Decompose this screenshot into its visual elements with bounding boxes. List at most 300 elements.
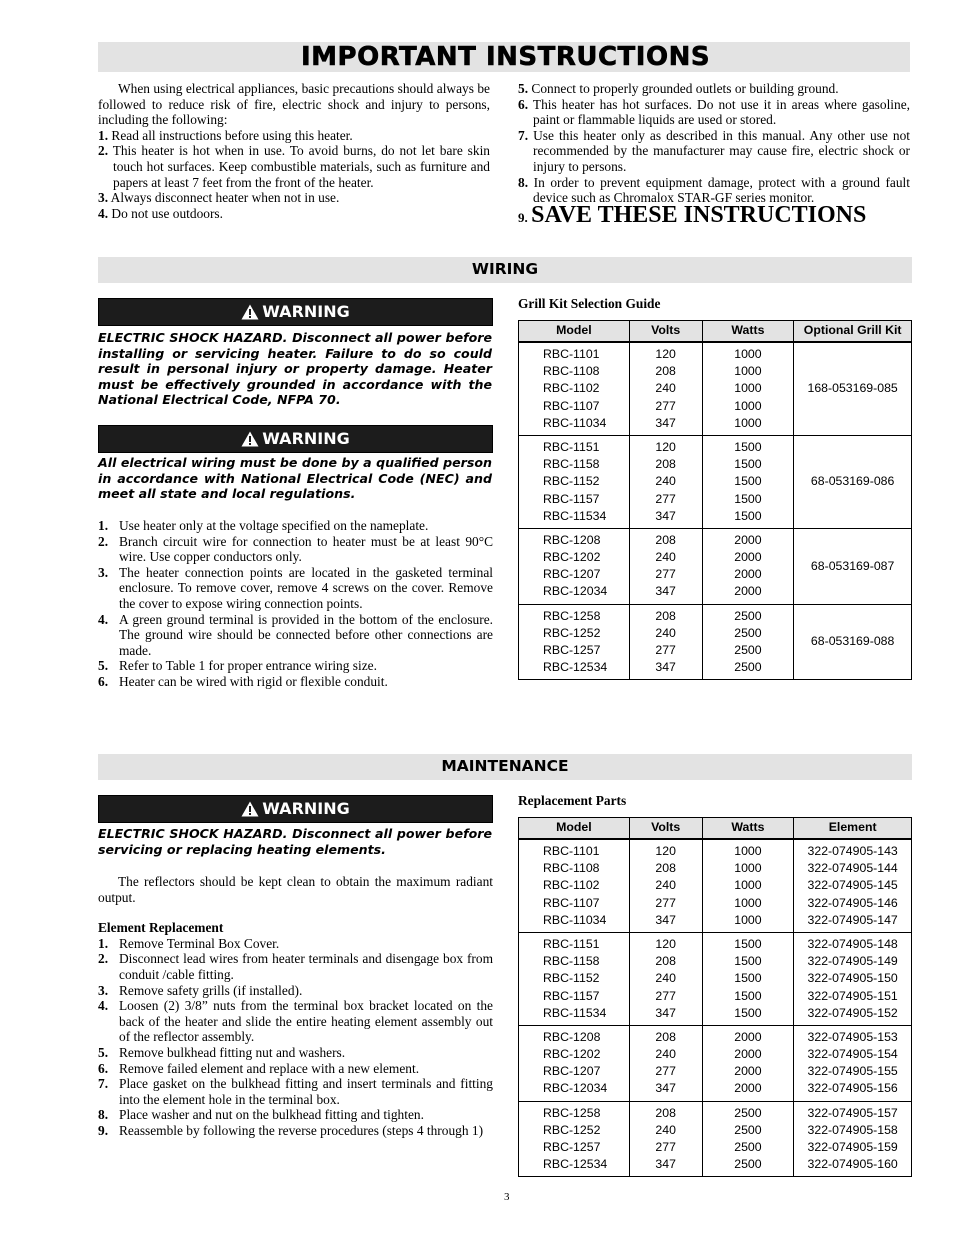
- wiring-step-text: Branch circuit wire for connection to heater must be at least 90°C wire. Use copper conductors only.: [119, 533, 493, 565]
- watts-cell-value: 2500: [734, 1157, 762, 1172]
- volts-cell-value: 347: [655, 1005, 676, 1020]
- volts-cell: [629, 435, 702, 528]
- watts-cell-value: 2500: [734, 608, 762, 623]
- wiring-banner: [98, 257, 912, 283]
- model-cell-value: RBC-1101: [543, 844, 600, 858]
- wiring-step-number: 3.: [98, 564, 109, 580]
- table-row: [519, 1025, 912, 1101]
- watts-cell: [702, 1101, 794, 1177]
- element-cell: [794, 1101, 912, 1177]
- model-cell-lines: [543, 343, 629, 435]
- watts-cell-value: 1500: [734, 508, 762, 523]
- intro-item-text: Connect to properly grounded outlets or building ground.: [531, 81, 839, 96]
- volts-cell-lines: [630, 840, 702, 932]
- wiring-step: [98, 518, 493, 534]
- column-header: Model: [519, 321, 630, 343]
- volts-cell: [629, 1025, 702, 1101]
- volts-cell: [629, 932, 702, 1025]
- wiring-step: [98, 612, 493, 659]
- watts-cell-value: 2500: [734, 660, 762, 675]
- save-number: 9.: [518, 209, 528, 225]
- table-header: [519, 818, 912, 840]
- maintenance-step-number: 1.: [98, 935, 109, 951]
- intro-right-column: [518, 81, 911, 228]
- element-cell-value: 322-074905-156: [807, 1081, 898, 1096]
- maintenance-step: [98, 998, 493, 1045]
- intro-item-number: 7.: [518, 127, 529, 143]
- wiring-warning-text-1: ELECTRIC SHOCK HAZARD. Disconnect all power before installing or servicing heater. Failure to do so could result in personal injury or property damage. Heater must be effectively grounded in accordance with the National Electrical Code, NFPA 70.: [98, 330, 492, 407]
- volts-cell-lines: [630, 343, 702, 435]
- volts-cell-value: 277: [655, 643, 676, 657]
- parts-table-caption: Replacement Parts: [518, 793, 627, 808]
- watts-cell-value: 1000: [734, 844, 762, 858]
- intro-item: [98, 143, 490, 190]
- watts-cell-value: 2000: [734, 584, 762, 599]
- maintenance-step-number: 5.: [98, 1044, 109, 1060]
- element-cell-value: 322-074905-153: [807, 1029, 898, 1044]
- maintenance-steps: [98, 936, 493, 1139]
- element-cell-value: 322-074905-146: [807, 895, 898, 910]
- intro-item-number: 6.: [518, 96, 529, 112]
- volts-cell-value: 208: [655, 608, 676, 623]
- model-cell-lines: [543, 1102, 629, 1177]
- maintenance-step: [98, 951, 493, 982]
- grill-kit-cell: 168-053169-085: [794, 342, 912, 435]
- model-cell-value: RBC-1107: [543, 398, 600, 413]
- volts-cell-value: 208: [655, 954, 676, 969]
- intro-item-text: In order to prevent equipment damage, protect with a ground fault device such as Chromalox STAR-GF series monitor.: [533, 174, 910, 206]
- wiring-step: [98, 534, 493, 565]
- header-banner: [98, 42, 910, 72]
- column-header: Watts: [702, 321, 794, 343]
- volts-cell-lines: [630, 605, 702, 680]
- volts-cell-value: 208: [655, 861, 676, 876]
- element-cell-value: 322-074905-151: [807, 988, 898, 1003]
- element-cell-value: 322-074905-145: [807, 878, 898, 893]
- watts-cell-value: 1500: [734, 439, 762, 454]
- volts-cell: [629, 342, 702, 435]
- page-title: IMPORTANT INSTRUCTIONS: [301, 42, 711, 72]
- model-cell-lines: [543, 840, 629, 932]
- volts-cell-value: 120: [655, 936, 676, 951]
- model-cell-value: RBC-1157: [543, 988, 600, 1003]
- table-body: [519, 839, 912, 1177]
- warning-label: WARNING: [262, 799, 350, 819]
- intro-item: [98, 206, 490, 222]
- volts-cell-value: 347: [655, 415, 676, 430]
- volts-cell-value: 120: [655, 439, 676, 454]
- model-cell-lines: [543, 933, 629, 1025]
- wiring-step-number: 4.: [98, 611, 109, 627]
- model-cell-value: RBC-1102: [543, 381, 600, 396]
- volts-cell-value: 347: [655, 508, 676, 523]
- volts-cell-value: 240: [655, 971, 676, 986]
- volts-cell-value: 277: [655, 567, 676, 582]
- element-cell-value: 322-074905-147: [807, 912, 898, 927]
- wiring-steps: [98, 518, 493, 690]
- element-cell-value: 322-074905-150: [807, 971, 898, 986]
- maintenance-step-number: 7.: [98, 1076, 109, 1092]
- maintenance-step-number: 2.: [98, 951, 109, 967]
- watts-cell-value: 2000: [734, 1047, 762, 1062]
- model-cell-value: RBC-1158: [543, 457, 600, 472]
- model-cell: [519, 342, 630, 435]
- intro-item: [98, 190, 490, 206]
- element-cell-value: 322-074905-159: [807, 1140, 898, 1154]
- maintenance-step: [98, 1061, 493, 1077]
- maintenance-step-text: Place washer and nut on the bulkhead fitting and tighten.: [119, 1107, 424, 1123]
- model-cell-value: RBC-1202: [543, 550, 601, 565]
- element-cell-lines: [794, 1102, 911, 1177]
- watts-cell-value: 1500: [734, 954, 762, 969]
- element-cell-value: 322-074905-143: [807, 844, 898, 858]
- maintenance-step-text: Reassemble by following the reverse procedures (steps 4 through 1): [119, 1122, 484, 1138]
- model-cell: [519, 932, 630, 1025]
- maintenance-step-number: 9.: [98, 1122, 109, 1138]
- watts-cell-lines: [703, 1026, 794, 1101]
- model-cell: [519, 839, 630, 932]
- table-row: [519, 1101, 912, 1177]
- wiring-step-text: The heater connection points are located in the gasketed terminal enclosure. To remove cover, remove 4 screws on the cover. Remove the cover to expose wiring connection points.: [119, 564, 493, 611]
- volts-cell-value: 347: [655, 912, 676, 927]
- model-cell-value: RBC-1102: [543, 878, 600, 893]
- intro-item-text: This heater is hot when in use. To avoid burns, do not let bare skin touch hot surfaces. Keep combustible materials, such as furniture and papers at least 7 feet from the front of the heater.: [112, 143, 490, 190]
- intro-item: [98, 128, 490, 144]
- model-cell: [519, 528, 630, 604]
- volts-cell-lines: [630, 1102, 702, 1177]
- model-cell-lines: [543, 1026, 629, 1101]
- maintenance-step-number: 3.: [98, 982, 109, 998]
- maintenance-step: [98, 936, 493, 952]
- model-cell-value: RBC-1152: [543, 474, 600, 489]
- wiring-step-text: A green ground terminal is provided in the bottom of the enclosure. The ground wire should be connected before other connections are made.: [119, 611, 493, 658]
- maintenance-step: [98, 983, 493, 999]
- volts-cell-value: 277: [655, 1064, 676, 1079]
- model-cell: [519, 1101, 630, 1177]
- volts-cell-value: 208: [655, 457, 676, 472]
- intro-item-number: 5.: [518, 81, 529, 96]
- maintenance-step-text: Remove bulkhead fitting nut and washers.: [119, 1044, 346, 1060]
- grill-kit-cell: 68-053169-086: [794, 435, 912, 528]
- model-cell-value: RBC-1202: [543, 1047, 601, 1062]
- volts-cell-value: 347: [655, 1081, 676, 1096]
- warning-triangle-icon: [241, 304, 259, 320]
- model-cell: [519, 604, 630, 680]
- watts-cell-value: 1500: [734, 1005, 762, 1020]
- maintenance-step-number: 8.: [98, 1107, 109, 1123]
- volts-cell-value: 120: [655, 347, 676, 361]
- element-cell-value: 322-074905-160: [807, 1157, 898, 1172]
- wiring-step-number: 5.: [98, 658, 109, 674]
- volts-cell: [629, 839, 702, 932]
- volts-cell-lines: [630, 1026, 702, 1101]
- intro-item: [518, 97, 910, 128]
- volts-cell-value: 208: [655, 1029, 676, 1044]
- volts-cell-value: 277: [655, 491, 676, 506]
- table-header-row: [519, 818, 912, 840]
- watts-cell-value: 2500: [734, 1105, 762, 1120]
- volts-cell-value: 277: [655, 398, 676, 413]
- volts-cell-lines: [630, 529, 702, 604]
- page-number: 3: [504, 1191, 510, 1203]
- watts-cell-value: 1500: [734, 474, 762, 489]
- wiring-warning-text-2: All electrical wiring must be done by a qualified person in accordance with National Electrical Code (NEC) and meet all state and local regulations.: [98, 455, 492, 501]
- volts-cell-value: 277: [655, 1140, 676, 1154]
- watts-cell-value: 2000: [734, 567, 762, 582]
- intro-item-text: This heater has hot surfaces. Do not use it in areas where gasoline, paint or flammable liquids are used or stored.: [532, 96, 911, 128]
- element-cell-value: 322-074905-144: [807, 861, 898, 876]
- volts-cell-lines: [630, 933, 702, 1025]
- intro-item-text: Do not use outdoors.: [111, 205, 223, 221]
- volts-cell-value: 240: [655, 474, 676, 489]
- maintenance-warning-text: ELECTRIC SHOCK HAZARD. Disconnect all power before servicing or replacing heating elements.: [98, 826, 492, 857]
- wiring-warning-box-2: [98, 425, 493, 453]
- model-cell-value: RBC-1207: [543, 567, 601, 582]
- watts-cell-value: 1500: [734, 988, 762, 1003]
- table-row: [519, 342, 912, 435]
- volts-cell: [629, 1101, 702, 1177]
- element-cell-value: 322-074905-157: [807, 1105, 898, 1120]
- maintenance-banner: [98, 754, 912, 780]
- model-cell-value: RBC-1208: [543, 532, 601, 547]
- model-cell-value: RBC-1257: [543, 643, 601, 657]
- model-cell-value: RBC-1108: [543, 861, 600, 876]
- volts-cell-value: 240: [655, 1047, 676, 1062]
- maintenance-step-text: Disconnect lead wires from heater terminals and disengage box from conduit /cable fitting.: [119, 951, 493, 982]
- maintenance-step-number: 6.: [98, 1060, 109, 1076]
- volts-cell-value: 347: [655, 1157, 676, 1172]
- model-cell-value: RBC-11034: [543, 912, 607, 927]
- watts-cell-value: 1000: [734, 895, 762, 910]
- wiring-step-number: 6.: [98, 673, 109, 689]
- maintenance-step-text: Place gasket on the bulkhead fitting and insert terminals and fitting into the element hole in the terminal box.: [119, 1076, 493, 1107]
- grill-kit-cell: 68-053169-087: [794, 528, 912, 604]
- intro-lead: When using electrical appliances, basic precautions should always be followed to reduce risk of fire, electric shock and injury to persons, including the following:: [98, 81, 490, 128]
- watts-cell-value: 1500: [734, 936, 762, 951]
- watts-cell-value: 2000: [734, 1064, 762, 1079]
- maintenance-step-number: 4.: [98, 998, 109, 1014]
- model-cell-value: RBC-12034: [543, 1081, 608, 1096]
- model-cell-value: RBC-1252: [543, 625, 601, 640]
- model-cell-value: RBC-1158: [543, 954, 600, 969]
- watts-cell-value: 1000: [734, 861, 762, 876]
- maintenance-body: [98, 874, 493, 1139]
- wiring-title: WIRING: [471, 260, 539, 278]
- wiring-step-text: Use heater only at the voltage specified on the nameplate.: [119, 518, 429, 533]
- element-cell: [794, 1025, 912, 1101]
- maintenance-step-text: Remove safety grills (if installed).: [119, 982, 303, 998]
- volts-cell-value: 240: [655, 550, 676, 565]
- watts-cell-value: 1000: [734, 912, 762, 927]
- watts-cell-value: 2000: [734, 1081, 762, 1096]
- intro-item-number: 8.: [518, 174, 529, 190]
- save-heading: SAVE THESE INSTRUCTIONS: [531, 201, 867, 228]
- watts-cell-value: 2500: [734, 625, 762, 640]
- intro-item-text: Always disconnect heater when not in use.: [110, 190, 340, 206]
- watts-cell-lines: [703, 840, 794, 932]
- model-cell-value: RBC-1258: [543, 608, 601, 623]
- watts-cell-lines: [703, 436, 794, 528]
- element-cell-value: 322-074905-152: [807, 1005, 898, 1020]
- intro-items-left: [98, 128, 490, 222]
- watts-cell-lines: [703, 605, 794, 680]
- volts-cell-value: 120: [655, 844, 676, 858]
- grill-table-caption: Grill Kit Selection Guide: [518, 296, 661, 311]
- model-cell-value: RBC-1208: [543, 1029, 601, 1044]
- model-cell-value: RBC-1107: [543, 895, 600, 910]
- model-cell-lines: [543, 529, 629, 604]
- model-cell-lines: [543, 605, 629, 680]
- model-cell-value: RBC-1151: [543, 936, 600, 951]
- volts-cell: [629, 604, 702, 680]
- volts-cell-value: 347: [655, 660, 676, 675]
- warning-triangle-icon: [241, 801, 259, 817]
- table-header-row: [519, 321, 912, 343]
- watts-cell-value: 1500: [734, 971, 762, 986]
- warning-triangle-icon: [241, 431, 259, 447]
- wiring-step: [98, 565, 493, 612]
- column-header: Volts: [629, 818, 702, 840]
- maintenance-title: MAINTENANCE: [441, 757, 569, 775]
- watts-cell-value: 2500: [734, 1122, 762, 1137]
- replacement-parts-table: [518, 817, 912, 1177]
- watts-cell: [702, 435, 794, 528]
- warning-label: WARNING: [262, 302, 350, 322]
- grill-kit-cell: 68-053169-088: [794, 604, 912, 680]
- volts-cell-value: 240: [655, 1122, 676, 1137]
- intro-item-number: 4.: [98, 205, 109, 221]
- table-row: [519, 604, 912, 680]
- column-header: Model: [519, 818, 630, 840]
- element-cell-value: 322-074905-154: [807, 1047, 898, 1062]
- volts-cell-value: 240: [655, 878, 676, 893]
- watts-cell: [702, 342, 794, 435]
- save-instructions: [518, 201, 910, 228]
- model-cell-value: RBC-1207: [543, 1064, 601, 1079]
- maintenance-step: [98, 1107, 493, 1123]
- model-cell: [519, 435, 630, 528]
- intro-item: [518, 128, 910, 175]
- watts-cell-value: 2500: [734, 643, 762, 657]
- model-cell-value: RBC-1151: [543, 439, 600, 454]
- table-row: [519, 435, 912, 528]
- volts-cell-value: 347: [655, 584, 676, 599]
- intro-item-number: 3.: [98, 190, 109, 206]
- element-replacement-heading: Element Replacement: [98, 920, 224, 936]
- intro-item-text: Read all instructions before using this heater.: [111, 127, 353, 143]
- model-cell: [519, 1025, 630, 1101]
- table-body: [519, 342, 912, 680]
- watts-cell-value: 1500: [734, 491, 762, 506]
- model-cell-value: RBC-12034: [543, 584, 608, 599]
- volts-cell-value: 240: [655, 625, 676, 640]
- column-header: Watts: [702, 818, 794, 840]
- element-cell-lines: [794, 1026, 911, 1101]
- table-row: [519, 932, 912, 1025]
- model-cell-value: RBC-1258: [543, 1105, 601, 1120]
- watts-cell: [702, 528, 794, 604]
- watts-cell: [702, 839, 794, 932]
- watts-cell: [702, 932, 794, 1025]
- intro-item-text: Use this heater only as described in this manual. Any other use not recommended by the manufacturer may cause fire, electric shock or injury to persons.: [533, 127, 910, 174]
- volts-cell-lines: [630, 436, 702, 528]
- table-header: [519, 321, 912, 343]
- wiring-warning-box-1: [98, 298, 493, 326]
- maintenance-step-text: Loosen (2) 3/8” nuts from the terminal box bracket located on the back of the heater and slide the entire heating element assembly out of the reflector assembly.: [119, 998, 493, 1045]
- model-cell-value: RBC-11534: [543, 1005, 607, 1020]
- watts-cell-lines: [703, 933, 794, 1025]
- model-cell-value: RBC-1252: [543, 1122, 601, 1137]
- wiring-step-number: 1.: [98, 518, 109, 533]
- volts-cell-value: 240: [655, 381, 676, 396]
- watts-cell-value: 2000: [734, 532, 762, 547]
- element-cell-lines: [794, 933, 911, 1025]
- model-cell-value: RBC-12534: [543, 1157, 608, 1172]
- model-cell-value: RBC-1157: [543, 491, 600, 506]
- volts-cell-value: 208: [655, 1105, 676, 1120]
- watts-cell-lines: [703, 529, 794, 604]
- model-cell-value: RBC-1152: [543, 971, 600, 986]
- watts-cell-value: 1000: [734, 398, 762, 413]
- watts-cell-value: 2000: [734, 1029, 762, 1044]
- table-row: [519, 528, 912, 604]
- volts-cell-value: 277: [655, 895, 676, 910]
- watts-cell-value: 1000: [734, 415, 762, 430]
- model-cell-value: RBC-1108: [543, 364, 600, 379]
- intro-item-number: 2.: [98, 143, 109, 159]
- intro-item: [518, 81, 910, 97]
- watts-cell-value: 1000: [734, 364, 762, 379]
- maintenance-step: [98, 1123, 493, 1139]
- model-cell-value: RBC-12534: [543, 660, 608, 675]
- intro-items-right: [518, 81, 910, 206]
- volts-cell-value: 208: [655, 364, 676, 379]
- maintenance-step: [98, 1045, 493, 1061]
- volts-cell-value: 277: [655, 988, 676, 1003]
- column-header: Volts: [629, 321, 702, 343]
- maintenance-step-text: Remove Terminal Box Cover.: [119, 935, 280, 951]
- element-cell-value: 322-074905-158: [807, 1122, 898, 1137]
- volts-cell: [629, 528, 702, 604]
- watts-cell: [702, 1025, 794, 1101]
- model-cell-value: RBC-11534: [543, 508, 607, 523]
- element-cell-value: 322-074905-155: [807, 1064, 898, 1079]
- watts-cell-value: 1000: [734, 878, 762, 893]
- volts-cell-value: 208: [655, 532, 676, 547]
- element-cell-value: 322-074905-148: [807, 936, 898, 951]
- element-cell-value: 322-074905-149: [807, 954, 898, 969]
- model-cell-value: RBC-11034: [543, 415, 607, 430]
- column-header: Optional Grill Kit: [794, 321, 912, 343]
- watts-cell: [702, 604, 794, 680]
- table-row: [519, 839, 912, 932]
- wiring-step-text: Heater can be wired with rigid or flexible conduit.: [119, 673, 388, 689]
- warning-label: WARNING: [262, 429, 350, 449]
- intro-item-number: 1.: [98, 127, 109, 143]
- model-cell-lines: [543, 436, 629, 528]
- maintenance-step-text: Remove failed element and replace with a new element.: [119, 1060, 420, 1076]
- watts-cell-value: 2000: [734, 550, 762, 565]
- watts-cell-lines: [703, 1102, 794, 1177]
- element-cell-lines: [794, 840, 911, 932]
- model-cell-value: RBC-1257: [543, 1140, 601, 1154]
- watts-cell-lines: [703, 343, 794, 435]
- watts-cell-value: 1000: [734, 347, 762, 361]
- reflector-text: The reflectors should be kept clean to obtain the maximum radiant output.: [98, 874, 493, 905]
- element-cell: [794, 839, 912, 932]
- intro-left-column: [98, 81, 490, 221]
- wiring-step-number: 2.: [98, 533, 109, 549]
